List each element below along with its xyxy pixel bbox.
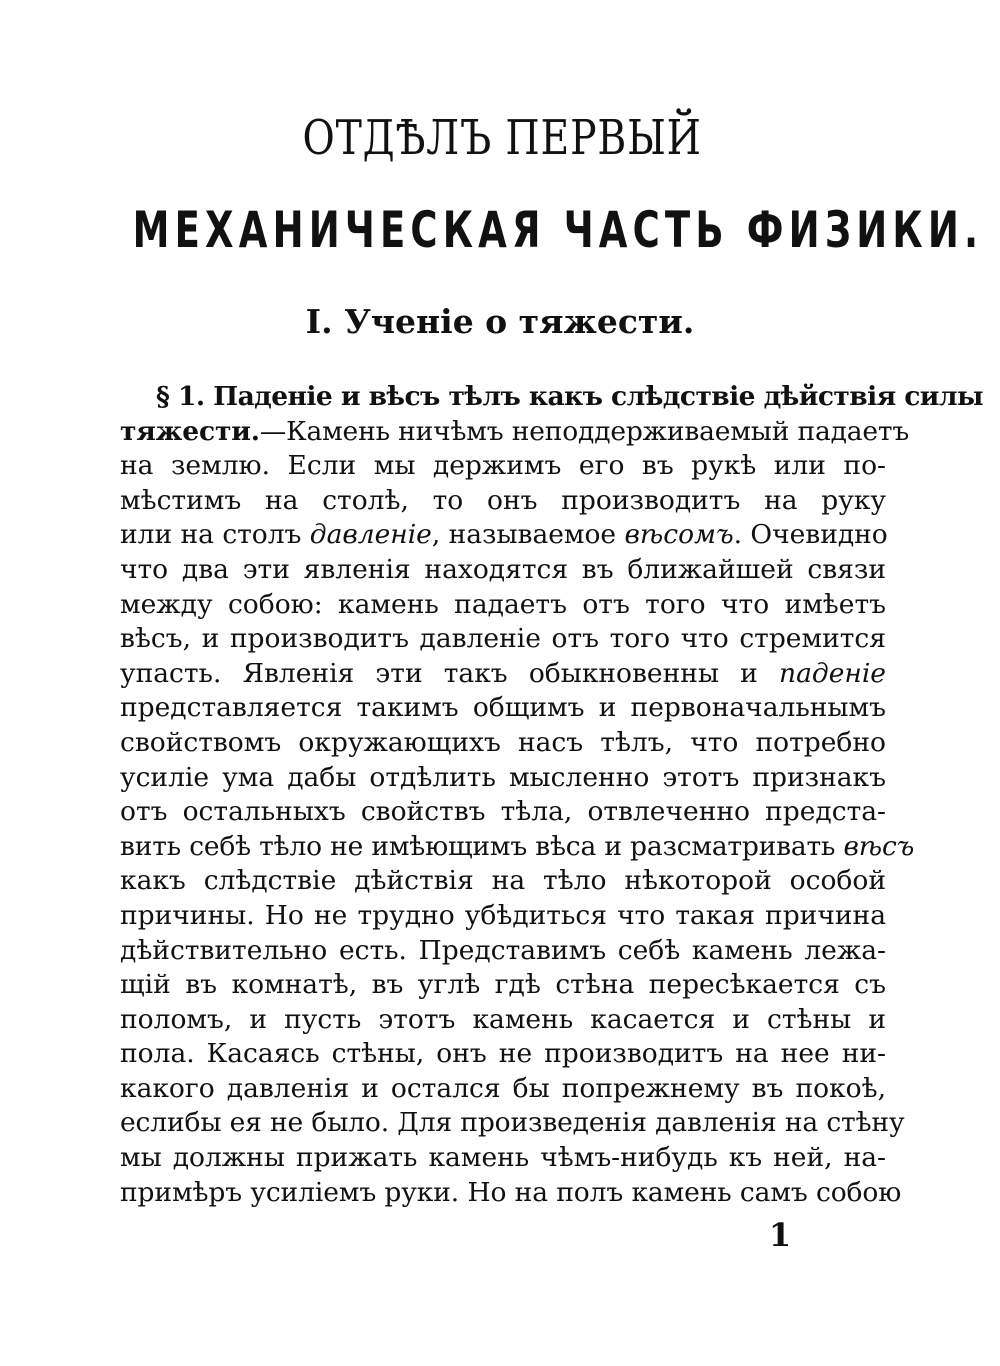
chapter-title: I. Ученіе о тяжести. [305,302,695,341]
text-line: причины. Но не трудно убѣдиться что такая причина [120,899,886,931]
text-line [120,380,984,415]
text-line: какого давленія и остался бы попрежнему въ покоѣ, [120,1072,886,1104]
text-line: отъ остальныхъ свойствъ тѣла, отвлеченно предста- [120,796,886,828]
part-title: ОТДѢЛЪ ПЕРВЫЙ [302,110,702,166]
text-line [120,830,915,865]
italic-term: паденіе [779,657,886,689]
text-fragment: упасть. Явленія эти такъ обыкновенны и [120,657,758,689]
subject-title: МЕХАНИЧЕСКАЯ ЧАСТЬ ФИЗИКИ. [132,201,984,259]
section-body [120,380,984,1210]
text-line: дѣйствительно есть. Представимъ себѣ камень лежа- [120,934,886,966]
text-line: поломъ, и пусть этотъ камень касается и стѣны и [120,1003,886,1035]
text-fragment: . Очевидно [733,519,888,551]
text-line: вѣсъ, и производитъ давленіе отъ того что стремится [120,623,886,655]
text-line: на землю. Если мы держимъ его въ рукѣ или по- [120,450,886,482]
text-line [120,518,886,553]
text-line: примѣръ усиліемъ руки. Но на полъ камень самъ собою [120,1176,902,1208]
text-line: мы должны прижать камень чѣмъ-нибудь къ ней, на- [120,1142,886,1174]
section-heading-end: тяжести. [120,415,260,447]
italic-term: давленіе [309,519,432,551]
text-line: еслибы ея не было. Для произведенія давленія на стѣну [120,1107,905,1139]
text-line: усиліе ума дабы отдѣлить мысленно этотъ признакъ [120,761,886,793]
text-line: щій въ комнатѣ, въ углѣ гдѣ стѣна пересѣкается съ [120,969,886,1001]
italic-term: вѣсомъ [624,519,734,551]
text-line: что два эти явленія находятся въ ближайшей связи [120,553,886,585]
text-fragment: —Камень ничѣмъ неподдерживаемый падаетъ [259,415,910,447]
text-line: свойствомъ окружающихъ насъ тѣлъ, что потребно [120,726,886,758]
page-number: 1 [768,1216,792,1254]
italic-term: вѣсъ [843,830,915,862]
text-fragment: или на столъ [120,519,302,551]
text-fragment: вить себѣ тѣло не имѣющимъ вѣса и разсматривать [120,830,836,862]
text-line: представляется такимъ общимъ и первоначальнымъ [120,692,886,724]
text-line: между собою: камень падаетъ отъ того что имѣетъ [120,588,886,620]
text-fragment: , называемое [431,519,617,551]
text-line: пола. Касаясь стѣны, онъ не производитъ на нее ни- [120,1038,886,1070]
text-line [120,657,886,692]
text-line: какъ слѣдствіе дѣйствія на тѣло нѣкоторой особой [120,865,886,897]
section-heading: § 1. Паденіе и вѣсъ тѣлъ какъ слѣдствіе дѣйствія силы [156,381,984,412]
text-line: мѣстимъ на столѣ, то онъ производитъ на руку [120,484,886,516]
text-line [120,415,910,450]
